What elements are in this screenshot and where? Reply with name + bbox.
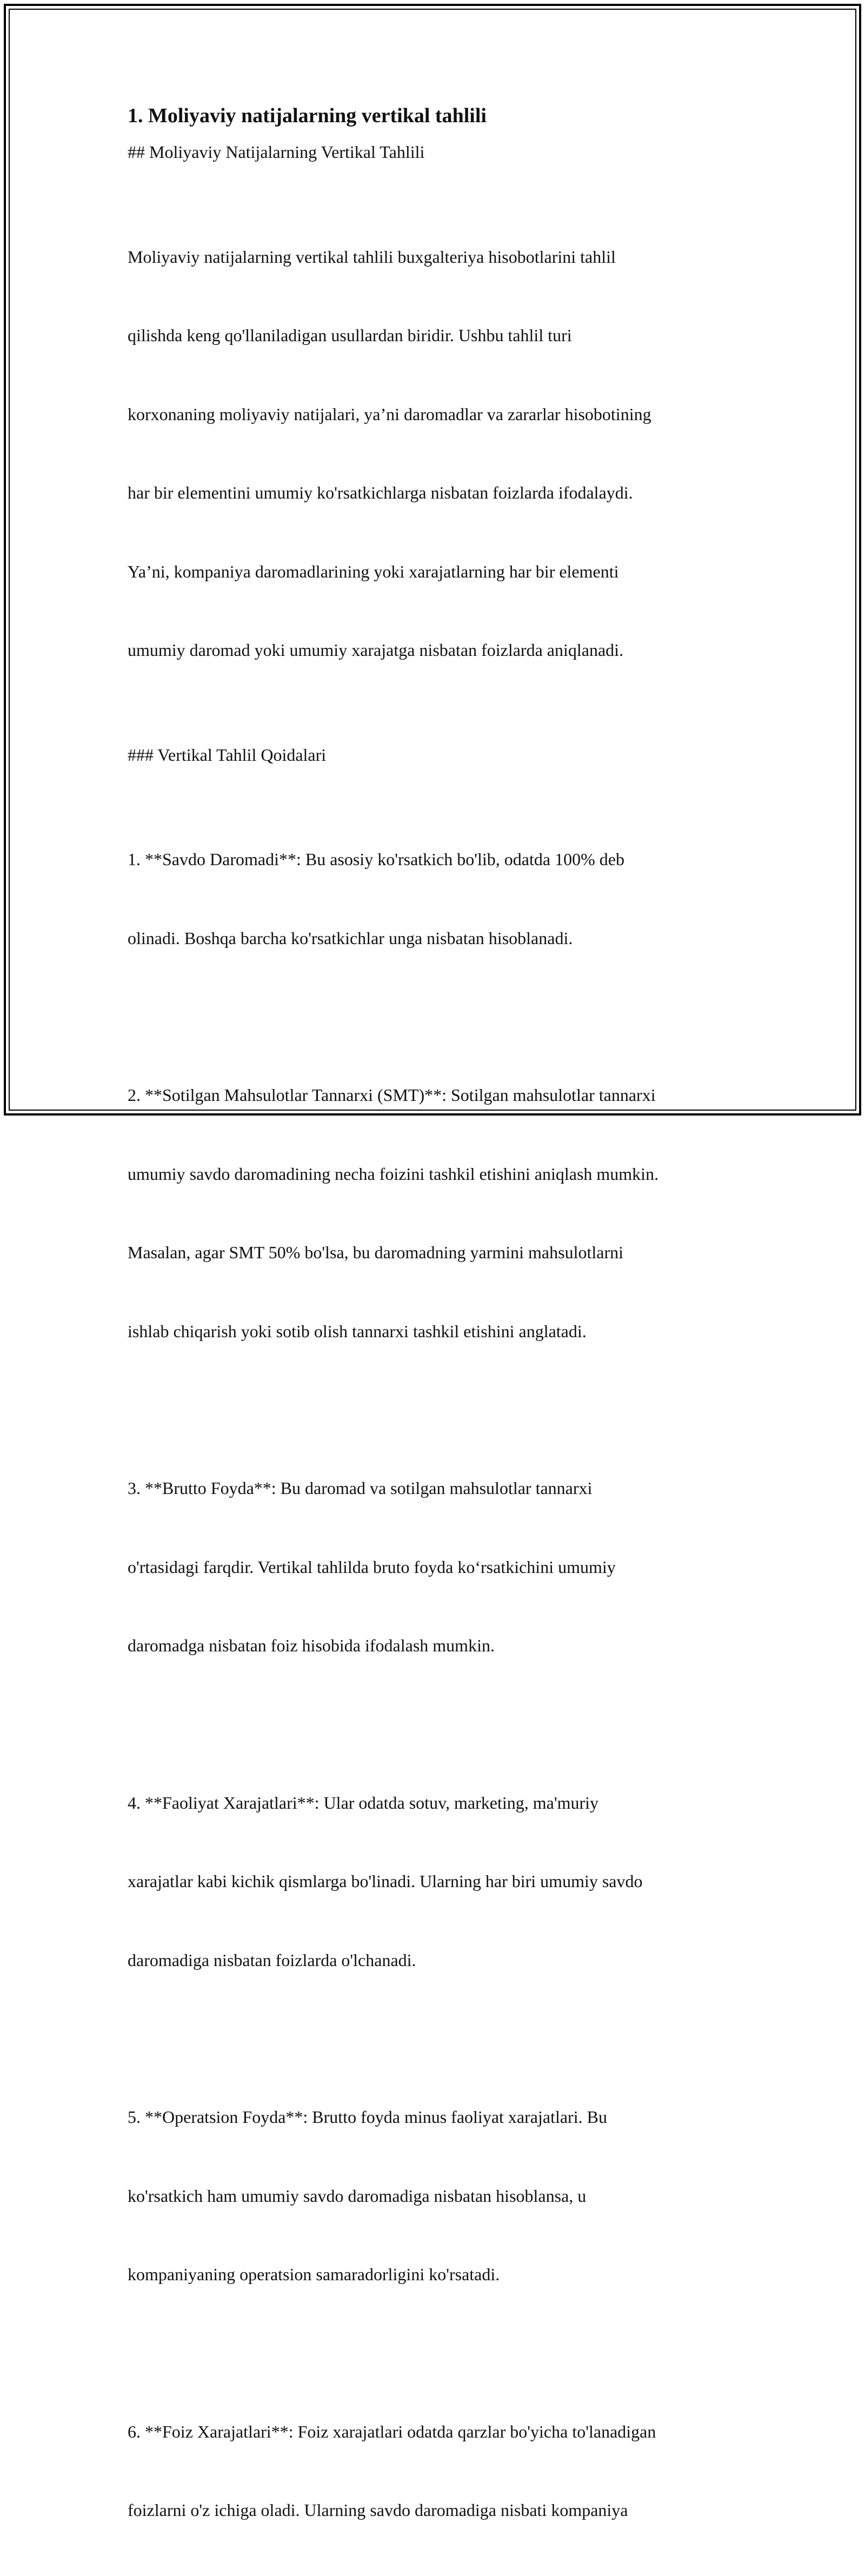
intro-line: qilishda keng qo'llaniladigan usullardan biridir. Ushbu tahlil turi (128, 326, 572, 345)
list-item-line: ishlab chiqarish yoki sotib olish tannarxi tashkil etishini anglatadi. (128, 1321, 587, 1341)
list-item-line: 3. **Brutto Foyda**: Bu daromad va sotilgan mahsulotlar tannarxi (128, 1478, 593, 1498)
list-item (128, 794, 744, 1004)
list-item-line: ko'rsatkich ham umumiy savdo daromadiga nisbatan hisoblansa, u (128, 2186, 587, 2206)
intro-line: Moliyaviy natijalarning vertikal tahlili buxgalteriya hisobotlarini tahlil (128, 247, 616, 267)
list-item-line: 5. **Operatsion Foyda**: Brutto foyda minus faoliyat xarajatlari. Bu (128, 2107, 607, 2127)
list-item (128, 1737, 744, 2026)
document-body (128, 102, 744, 2576)
intro-line: har bir elementini umumiy ko'rsatkichlarga nisbatan foizlarda ifodalaydi. (128, 483, 633, 502)
list-item (128, 2051, 744, 2340)
intro-line: Ya’ni, kompaniya daromadlarining yoki xarajatlarning har bir elementi (128, 561, 619, 581)
list-item-line: foizlarni o'z ichiga oladi. Ularning savdo daromadiga nisbati kompaniya (128, 2500, 628, 2520)
list-item-line: daromadga nisbatan foiz hisobida ifodalash mumkin. (128, 1636, 495, 1655)
markdown-heading: ## Moliyaviy Natijalarning Vertikal Tahlili (128, 142, 425, 162)
markdown-subheading: ### Vertikal Tahlil Qoidalari (128, 745, 327, 765)
list-item-line: 6. **Foiz Xarajatlari**: Foiz xarajatlari odatda qarzlar bo'yicha to'lanadigan (128, 2421, 656, 2441)
list-item-line: 1. **Savdo Daromadi**: Bu asosiy ko'rsatkich bo'lib, odatda 100% deb (128, 849, 624, 869)
list-item (128, 1030, 744, 1397)
list-item (128, 1423, 744, 1711)
list-item-line: daromadiga nisbatan foizlarda o'lchanadi. (128, 1950, 416, 1970)
intro-paragraph (128, 191, 744, 716)
list-item-line: 4. **Faoliyat Xarajatlari**: Ular odatda sotuv, marketing, ma'muriy (128, 1792, 599, 1813)
intro-line: umumiy daromad yoki umumiy xarajatga nisbatan foizlarda aniqlanadi. (128, 640, 624, 660)
list-item-line: 2. **Sotilgan Mahsulotlar Tannarxi (SMT)**: Sotilgan mahsulotlar tannarxi (128, 1085, 656, 1105)
list-item-line: umumiy savdo daromadining necha foizini tashkil etishini aniqlash mumkin. (128, 1164, 659, 1184)
list-item-line: Masalan, agar SMT 50% bo'lsa, bu daromadning yarmini mahsulotlarni (128, 1243, 623, 1262)
list-item-line: olinadi. Boshqa barcha ko'rsatkichlar unga nisbatan hisoblanadi. (128, 928, 573, 948)
list-item-line: xarajatlar kabi kichik qismlarga bo'linadi. Ularning har biri umumiy savdo (128, 1871, 643, 1891)
list-item (128, 2366, 744, 2576)
list-item-line: o'rtasidagi farqdir. Vertikal tahlilda bruto foyda ko‘rsatkichini umumiy (128, 1557, 616, 1577)
document-title: 1. Moliyaviy natijalarning vertikal tahlili (128, 104, 487, 127)
list-item-line: kompaniyaning operatsion samaradorligini ko'rsatadi. (128, 2265, 500, 2284)
intro-line: korxonaning moliyaviy natijalari, ya’ni daromadlar va zararlar hisobotining (128, 404, 651, 424)
